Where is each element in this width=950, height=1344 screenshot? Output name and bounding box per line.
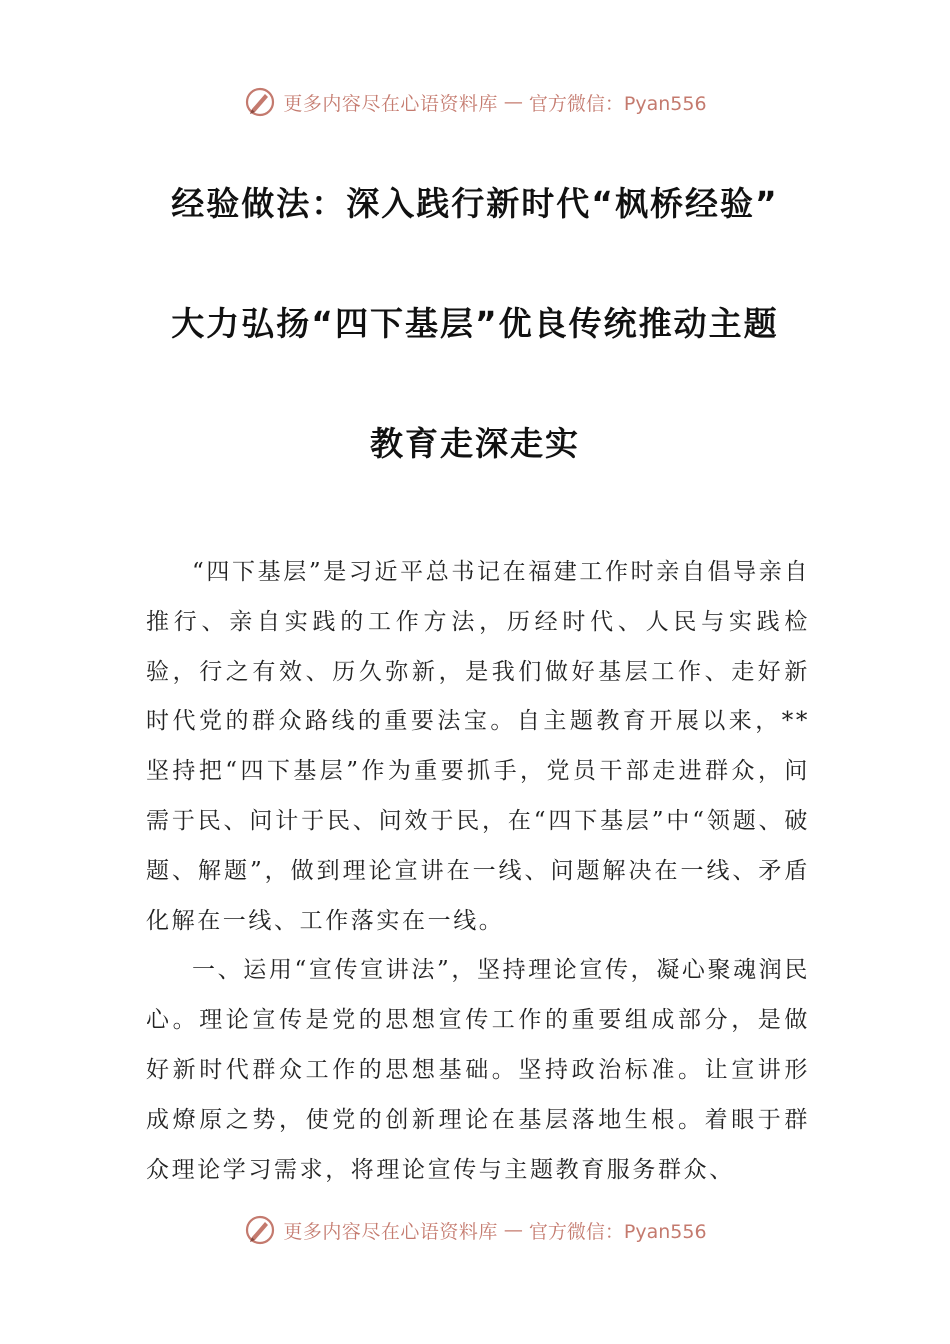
- document-body: [146, 548, 810, 1195]
- watermark-separator: —: [503, 91, 523, 113]
- watermark-separator: —: [503, 1219, 523, 1241]
- title-line-1: 经验做法：深入践行新时代“枫桥经验”: [171, 184, 779, 223]
- pen-logo-icon: [243, 1213, 277, 1247]
- title-line-2: 大力弘扬“四下基层”优良传统推动主题: [171, 304, 779, 343]
- paragraph-intro: “四下基层”是习近平总书记在福建工作时亲自倡导亲自推行、亲自实践的工作方法，历经时代、人民与实践检验，行之有效、历久弥新，是我们做好基层工作、走好新时代党的群众路线的重要法宝。自主题教育开展以来，**坚持把“四下基层”作为重要抓手，党员干部走进群众，问需于民、问计于民、问效于民，在“四下基层”中“领题、破题、解题”，做到理论宣讲在一线、问题解决在一线、矛盾化解在一线、工作落实在一线。: [146, 559, 810, 934]
- paragraph-section-1: 一、运用“宣传宣讲法”，坚持理论宣传，凝心聚魂润民心。理论宣传是党的思想宣传工作的重要组成部分，是做好新时代群众工作的思想基础。坚持政治标准。让宣讲形成燎原之势，使党的创新理论在基层落地生根。着眼于群众理论学习需求，将理论宣传与主题教育服务群众、: [146, 957, 810, 1183]
- watermark-wechat: 官方微信：Pyan556: [528, 1220, 707, 1243]
- watermark-wechat: 官方微信：Pyan556: [528, 92, 707, 115]
- title-line-3: 教育走深走实: [370, 424, 580, 463]
- header-watermark: [0, 82, 950, 122]
- watermark-text: 更多内容尽在心语资料库: [283, 1220, 498, 1243]
- pen-logo-icon: [243, 85, 277, 119]
- footer-watermark: [0, 1210, 950, 1250]
- watermark-text: 更多内容尽在心语资料库: [283, 92, 498, 115]
